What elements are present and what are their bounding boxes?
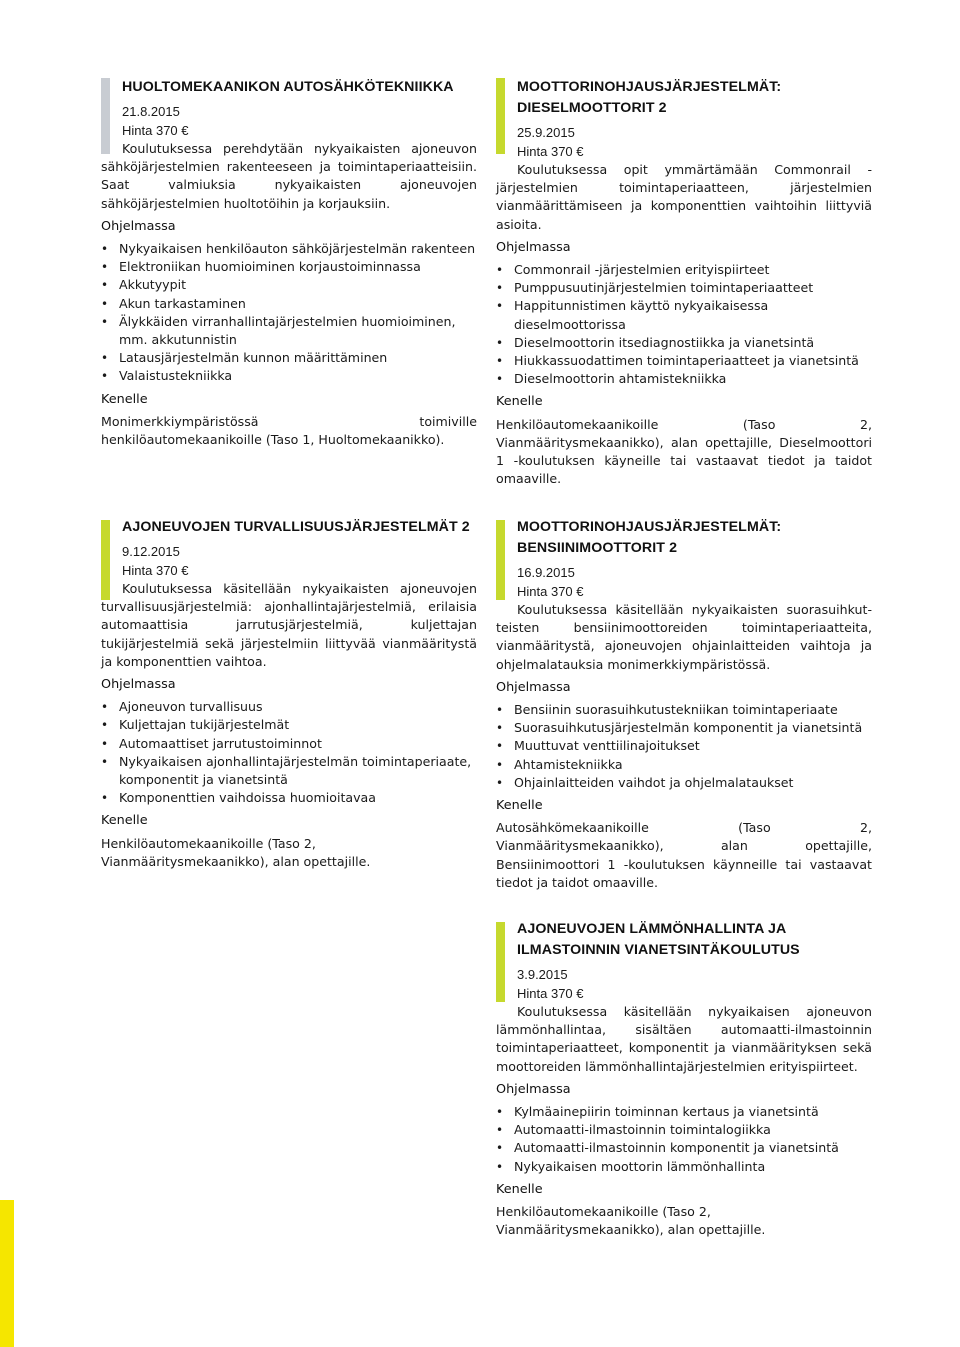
course-title: AJONEUVOJEN LÄMMÖNHALLINTA JA ILMASTOINNIN VIANETSINTÄKOULUTUS xyxy=(517,921,800,958)
course-date: 3.9.2015 xyxy=(517,967,568,982)
list-item: • Hiukkassuodattimen toimintaperiaatteet ja vianetsintä xyxy=(496,352,872,370)
program-heading: Ohjelmassa xyxy=(101,218,176,234)
course-turvallisuusjarjestelmat-2 xyxy=(101,517,477,871)
list-item: • Elektroniikan huomioiminen korjaustoiminnassa xyxy=(101,258,477,276)
course-description: Koulutuksessa perehdytään nykyaikaisten ajoneuvon sähköjärjestelmien rakenteeseen ja toimintaperiaatteisiin. Saat valmiuksia nykyaikaisten ajoneuvojen sähköjärjestelmien huoltotöihin ja korjauksiin. xyxy=(101,141,477,211)
list-item: • Automaatti-ilmastoinnin komponentit ja vianetsintä xyxy=(496,1139,872,1157)
course-title: HUOLTOMEKAANIKON AUTOSÄHKÖTEKNIIKKA xyxy=(122,79,454,95)
target-heading: Kenelle xyxy=(496,394,543,410)
course-date: 21.8.2015 xyxy=(122,104,180,119)
list-item: • Commonrail -järjestelmien erityispiirteet xyxy=(496,261,872,279)
target-audience: Autosähkömekaanikoille (Taso 2, Vianmääritysmekaanikko), alan opettajille, Bensiinimoottori 1 -koulutuksen käynneille tai vastaavat tiedot ja taidot omaaville. xyxy=(496,820,872,890)
list-item: • Ajoneuvon turvallisuus xyxy=(101,698,477,716)
program-heading: Ohjelmassa xyxy=(496,239,571,255)
program-list xyxy=(101,698,477,807)
page-corner-accent xyxy=(0,1200,14,1347)
program-list xyxy=(101,240,477,386)
list-item: • Suorasuihkutusjärjestelmän komponentit ja vianetsintä xyxy=(496,719,872,737)
target-audience: Henkilöautomekaanikoille (Taso 2, Vianmääritysmekaanikko), alan opettajille. xyxy=(496,1204,766,1238)
list-item: • Latausjärjestelmän kunnon määrittäminen xyxy=(101,349,477,367)
list-item: • Valaistustekniikka xyxy=(101,367,477,385)
course-price: Hinta 370 € xyxy=(517,986,584,1001)
list-item: • Happitunnistimen käyttö nykyaikaisessa dieselmoottorissa xyxy=(496,297,872,333)
list-item: • Ahtamistekniikka xyxy=(496,756,872,774)
list-item: • Ohjainlaitteiden vaihdot ja ohjelmalataukset xyxy=(496,774,872,792)
course-price: Hinta 370 € xyxy=(517,584,584,599)
target-audience: Henkilöautomekaanikoille (Taso 2, Vianmääritysmekaanikko), alan opettajille. xyxy=(101,835,371,869)
course-dieselmoottorit-2 xyxy=(496,77,872,488)
list-item: • Nykyaikaisen henkilöauton sähköjärjestelmän rakenteen xyxy=(101,240,477,258)
list-item: • Dieselmoottorin itsediagnostiikka ja vianetsintä xyxy=(496,334,872,352)
target-audience: Monimerkkiympäristössä toimiville henkilöautomekaanikoille (Taso 1, Huoltomekaanikko). xyxy=(101,413,477,448)
course-description: Koulutuksessa käsitellään nykyaikaisten ajoneuvojen turvallisuusjärjestelmiä: ajonhallintajärjestelmiä, erilaisia automaattisia jarrutusjärjestelmiä, kuljettajan tukijärjestelmiä sekä järjestelmiin liittyvää vianmääritystä ja komponenttien vaihtoa. xyxy=(101,581,477,669)
program-list xyxy=(496,701,872,792)
list-item: • Kylmäainepiirin toiminnan kertaus ja vianetsintä xyxy=(496,1103,872,1121)
list-item: • Akkutyypit xyxy=(101,276,477,294)
course-title: AJONEUVOJEN TURVALLISUUSJÄRJESTELMÄT 2 xyxy=(122,519,470,535)
course-price: Hinta 370 € xyxy=(122,563,189,578)
list-item: • Akun tarkastaminen xyxy=(101,295,477,313)
list-item: • Nykyaikaisen ajonhallintajärjestelmän toimintaperiaate, komponentit ja vianetsintä xyxy=(101,753,477,789)
program-heading: Ohjelmassa xyxy=(496,1081,571,1097)
course-price: Hinta 370 € xyxy=(517,144,584,159)
program-list xyxy=(496,261,872,388)
course-price: Hinta 370 € xyxy=(122,123,189,138)
list-item: • Nykyaikaisen moottorin lämmönhallinta xyxy=(496,1158,872,1176)
course-date: 16.9.2015 xyxy=(517,565,575,580)
course-description: Koulutuksessa käsitellään nykyaikaisen ajoneuvon lämmönhallintaa, sisältäen automaatti-ilmastoinnin toimintaperiaatteet, komponentit ja vianmäärityksen sekä moottoreiden lämmönhallintajärjestelmien erityispiirteet. xyxy=(496,1004,872,1074)
list-item: • Dieselmoottorin ahtamistekniikka xyxy=(496,370,872,388)
list-item: • Pumppusuutinjärjestelmien toimintaperiaatteet xyxy=(496,279,872,297)
program-list xyxy=(496,1103,872,1176)
list-item: • Automaatti-ilmastoinnin toimintalogiikka xyxy=(496,1121,872,1139)
target-heading: Kenelle xyxy=(496,1181,543,1197)
target-heading: Kenelle xyxy=(101,813,148,829)
course-lammonhallinta-ilmastointi xyxy=(496,919,872,1239)
course-title: MOOTTORINOHJAUSJÄRJESTELMÄT: DIESELMOOTTORIT 2 xyxy=(517,79,782,116)
course-date: 9.12.2015 xyxy=(122,544,180,559)
course-description: Koulutuksessa opit ymmärtämään Commonrail -järjestelmien toimintaperiaatteen, järjestelmien vianmäärittämiseen ja komponenttien vaihtoihin liittyviä asioita. xyxy=(496,162,872,232)
course-bensiinimoottorit-2 xyxy=(496,517,872,892)
list-item: • Bensiinin suorasuihkutustekniikan toimintaperiaate xyxy=(496,701,872,719)
list-item: • Komponenttien vaihdoissa huomioitavaa xyxy=(101,789,477,807)
course-title: MOOTTORINOHJAUSJÄRJESTELMÄT: BENSIINIMOOTTORIT 2 xyxy=(517,519,782,556)
course-huoltomekaanikon-autosahkotekniikka xyxy=(101,77,477,449)
program-heading: Ohjelmassa xyxy=(101,677,176,693)
course-date: 25.9.2015 xyxy=(517,125,575,140)
program-heading: Ohjelmassa xyxy=(496,679,571,695)
course-description: Koulutuksessa käsitellään nykyaikaisten suorasuihkut-teisten bensiinimoottoreiden toimintaperiaatteita, vianmääritystä, ajoneuvojen ohjainlaitteiden vaihtoja ja ohjelmalatauksia monimerkkiympäristössä. xyxy=(496,602,872,672)
target-heading: Kenelle xyxy=(496,798,543,814)
target-heading: Kenelle xyxy=(101,391,148,407)
list-item: • Muuttuvat venttiilinajoitukset xyxy=(496,737,872,755)
target-audience: Henkilöautomekaanikoille (Taso 2, Vianmääritysmekaanikko), alan opettajille, Dieselmoottori 1 -koulutuksen käyneille tai vastaavat tiedot ja taidot omaaville. xyxy=(496,416,872,487)
list-item: • Kuljettajan tukijärjestelmät xyxy=(101,716,477,734)
list-item: • Älykkäiden virranhallintajärjestelmien huomioiminen, mm. akkutunnistin xyxy=(101,313,477,349)
list-item: • Automaattiset jarrutustoiminnot xyxy=(101,735,477,753)
